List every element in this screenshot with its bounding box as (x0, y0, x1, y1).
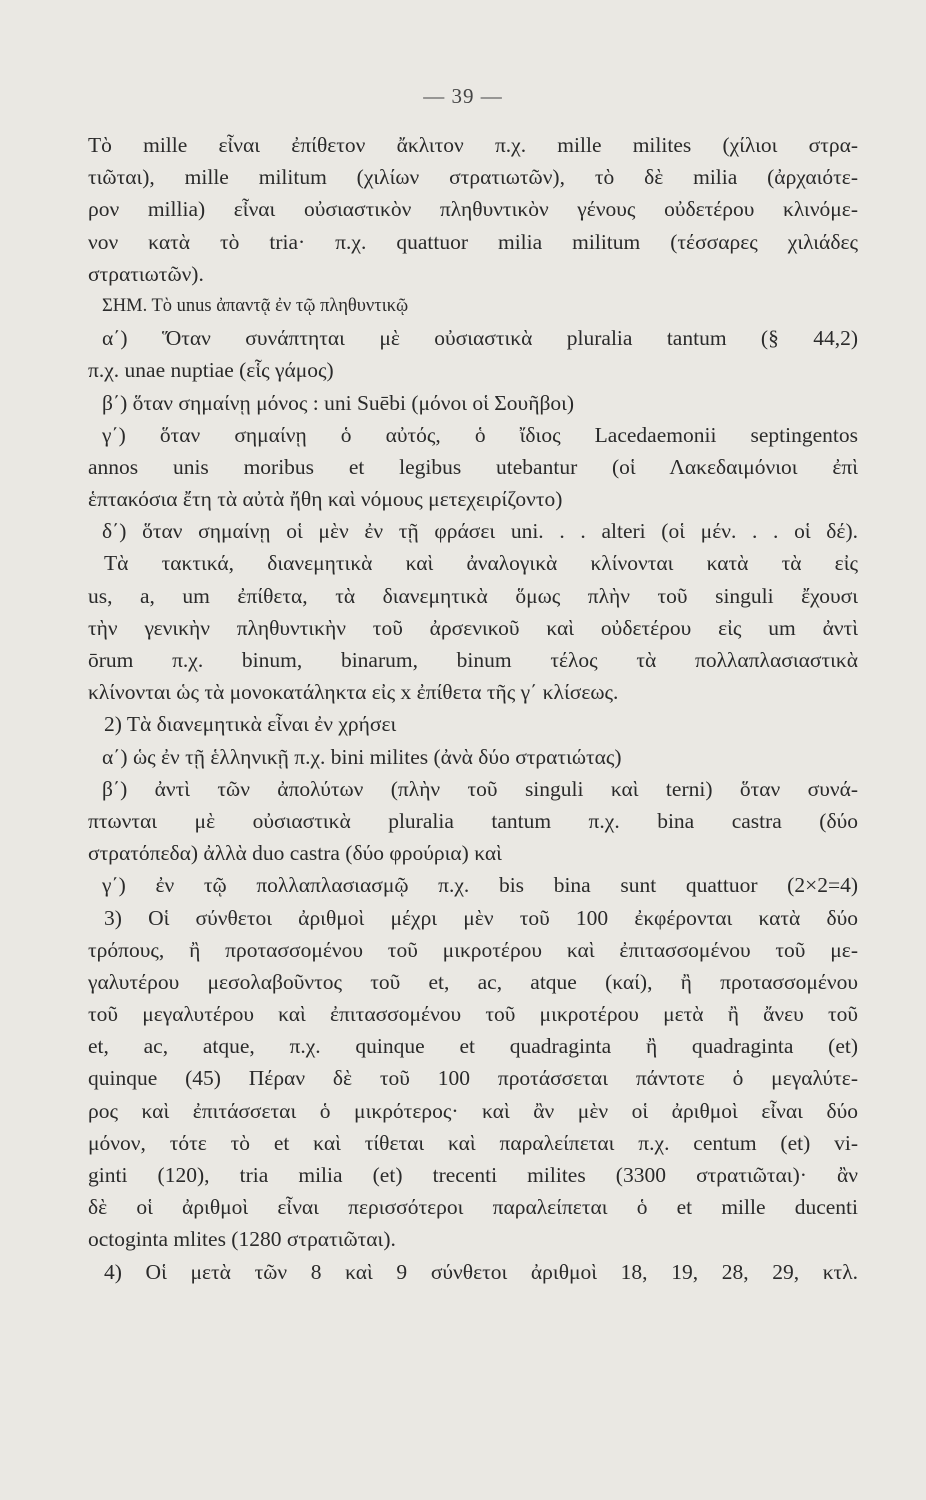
text-line: octoginta mlites (1280 στρατιῶται). (88, 1227, 396, 1252)
note-heading: ΣΗΜ. Τὸ unus ἀπαντᾷ ἐν τῷ πληθυντικῷ (102, 295, 409, 316)
text-line: ōrum π.χ. binum, binarum, binum τέλος τὰ πολλαπλασιαστικὰ (88, 648, 858, 672)
body-text (88, 129, 858, 1288)
text-line: μόνον, τότε τὸ et καὶ τίθεται καὶ παραλείπεται π.χ. centum (et) vi- (88, 1130, 858, 1155)
text-line: πτωνται μὲ οὐσιαστικὰ pluralia tantum π.χ. bina castra (δύο (88, 808, 858, 833)
text-line: δὲ οἱ ἀριθμοὶ εἶναι περισσότεροι παραλείπεται ὁ et mille ducenti (88, 1195, 858, 1220)
page-number: — 39 — (423, 84, 503, 108)
text-line: α΄) ὡς ἐν τῇ ἑλληνικῇ π.χ. bini milites (ἀνὰ δύο στρατιώτας) (102, 744, 622, 769)
text-line: π.χ. unae nuptiae (εἷς γάμος) (88, 358, 334, 383)
text-line: ginti (120), tria milia (et) trecenti milites (3300 στρατιῶται)· ἂν (88, 1163, 858, 1187)
text-line: νον κατὰ τὸ tria· π.χ. quattuor milia militum (τέσσαρες χιλιάδες (88, 229, 858, 254)
section-heading: 3) Οἱ σύνθετοι ἀριθμοὶ μέχρι μὲν τοῦ 100 ἐκφέρονται κατὰ δύο (104, 905, 858, 930)
text-line: α΄) Ὅταν συνάπτηται μὲ οὐσιαστικὰ pluralia tantum (§ 44,2) (102, 326, 858, 351)
text-line: δ΄) ὅταν σημαίνῃ οἱ μὲν ἐν τῇ φράσει uni. . . alteri (οἱ μέν. . . οἱ δέ). (102, 519, 858, 544)
text-line: ἑπτακόσια ἔτη τὰ αὐτὰ ἤθη καὶ νόμους μετεχειρίζοντο) (88, 487, 563, 512)
text-line: γαλυτέρου μεσολαβοῦντος τοῦ et, ac, atque (καί), ἢ προτασσομένου (88, 969, 858, 994)
text-line: β΄) ἀντὶ τῶν ἀπολύτων (πλὴν τοῦ singuli καὶ terni) ὅταν συνά- (102, 776, 858, 801)
text-line: κλίνονται ὡς τὰ μονοκατάληκτα εἰς x ἐπίθετα τῆς γ΄ κλίσεως. (88, 680, 619, 705)
text-line: Τὰ τακτικά, διανεμητικὰ καὶ ἀναλογικὰ κλίνονται κατὰ τὰ εἰς (104, 551, 858, 576)
text-line: et, ac, atque, π.χ. quinque et quadraginta ἢ quadraginta (et) (88, 1034, 858, 1059)
text-line: annos unis moribus et legibus utebantur (οἱ Λακεδαιμόνιοι ἐπὶ (88, 454, 858, 479)
text-line: β΄) ὅταν σημαίνῃ μόνος : uni Suēbi (μόνοι οἱ Σουῆβοι) (102, 390, 575, 415)
section-heading: 4) Οἱ μετὰ τῶν 8 καὶ 9 σύνθετοι ἀριθμοὶ 18, 19, 28, 29, κτλ. (104, 1259, 858, 1284)
text-line: στρατιωτῶν). (88, 261, 204, 286)
text-line: us, a, um ἐπίθετα, τὰ διανεμητικὰ ὅμως πλὴν τοῦ singuli ἔχουσι (88, 583, 858, 608)
text-line: γ΄) ὅταν σημαίνῃ ὁ αὐτός, ὁ ἴδιος Lacedaemonii septingentos (102, 422, 858, 447)
section-heading: 2) Τὰ διανεμητικὰ εἶναι ἐν χρήσει (104, 712, 397, 737)
text-line: τοῦ μεγαλυτέρου καὶ ἐπιτασσομένου τοῦ μικροτέρου μετὰ ἢ ἄνευ τοῦ (88, 1002, 858, 1027)
text-line: στρατόπεδα) ἀλλὰ duo castra (δύο φρούρια) καὶ (88, 841, 502, 866)
text-line: τιῶται), mille militum (χιλίων στρατιωτῶν), τὸ δὲ milia (ἀρχαιότε- (88, 165, 858, 190)
text-line: γ΄) ἐν τῷ πολλαπλασιασμῷ π.χ. bis bina sunt quattuor (2×2=4) (102, 873, 858, 898)
text-line: Τὸ mille εἶναι ἐπίθετον ἄκλιτον π.χ. mille milites (χίλιοι στρα- (88, 133, 858, 157)
text-line: ρον millia) εἶναι οὐσιαστικὸν πληθυντικὸν γένους οὐδετέρου κλινόμε- (88, 197, 858, 222)
text-line: τρόπους, ἢ προτασσομένου τοῦ μικροτέρου καὶ ἐπιτασσομένου τοῦ με- (88, 937, 858, 962)
text-line: quinque (45) Πέραν δὲ τοῦ 100 προτάσσεται πάντοτε ὁ μεγαλύτε- (88, 1066, 858, 1091)
text-line: ρος καὶ ἐπιτάσσεται ὁ μικρότερος· καὶ ἂν μὲν οἱ ἀριθμοὶ εἶναι δύο (88, 1098, 858, 1123)
text-line: τὴν γενικὴν πληθυντικὴν τοῦ ἀρσενικοῦ καὶ οὐδετέρου εἰς um ἀντὶ (88, 615, 858, 640)
